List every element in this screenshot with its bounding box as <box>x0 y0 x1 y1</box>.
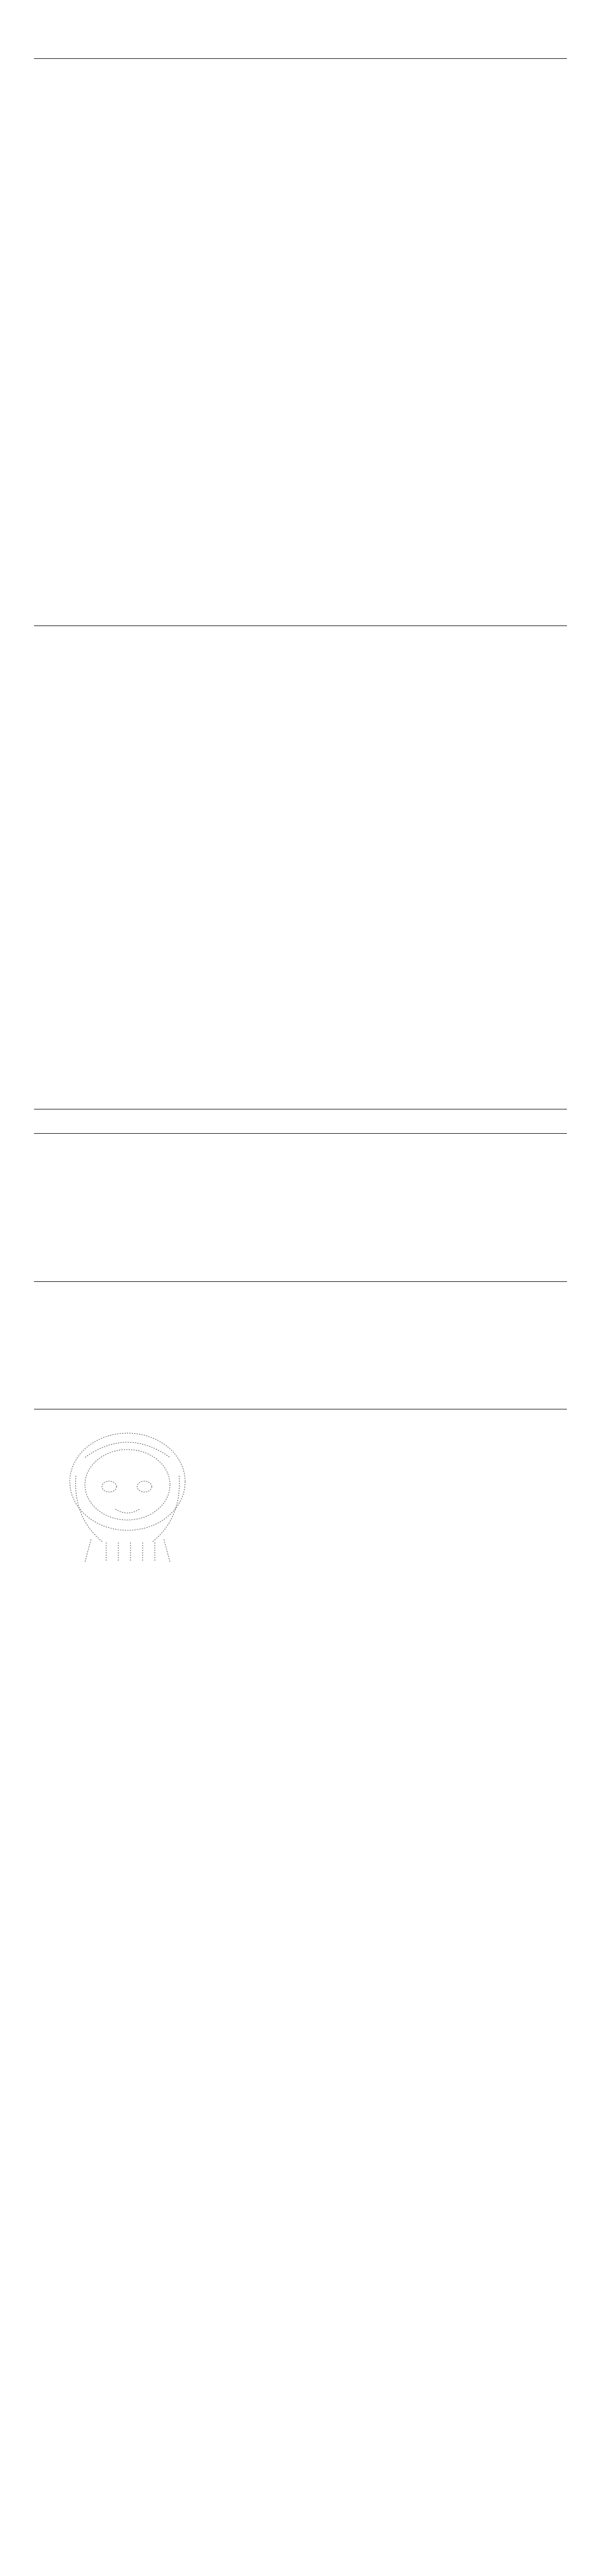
section-divider <box>34 1281 567 1282</box>
post-divider <box>34 58 567 59</box>
character-art-icon <box>49 1421 206 1567</box>
section-divider <box>34 1133 567 1134</box>
ascii-art-character <box>49 1421 206 1567</box>
post-divider <box>34 625 567 626</box>
result-line <box>140 1257 144 1279</box>
